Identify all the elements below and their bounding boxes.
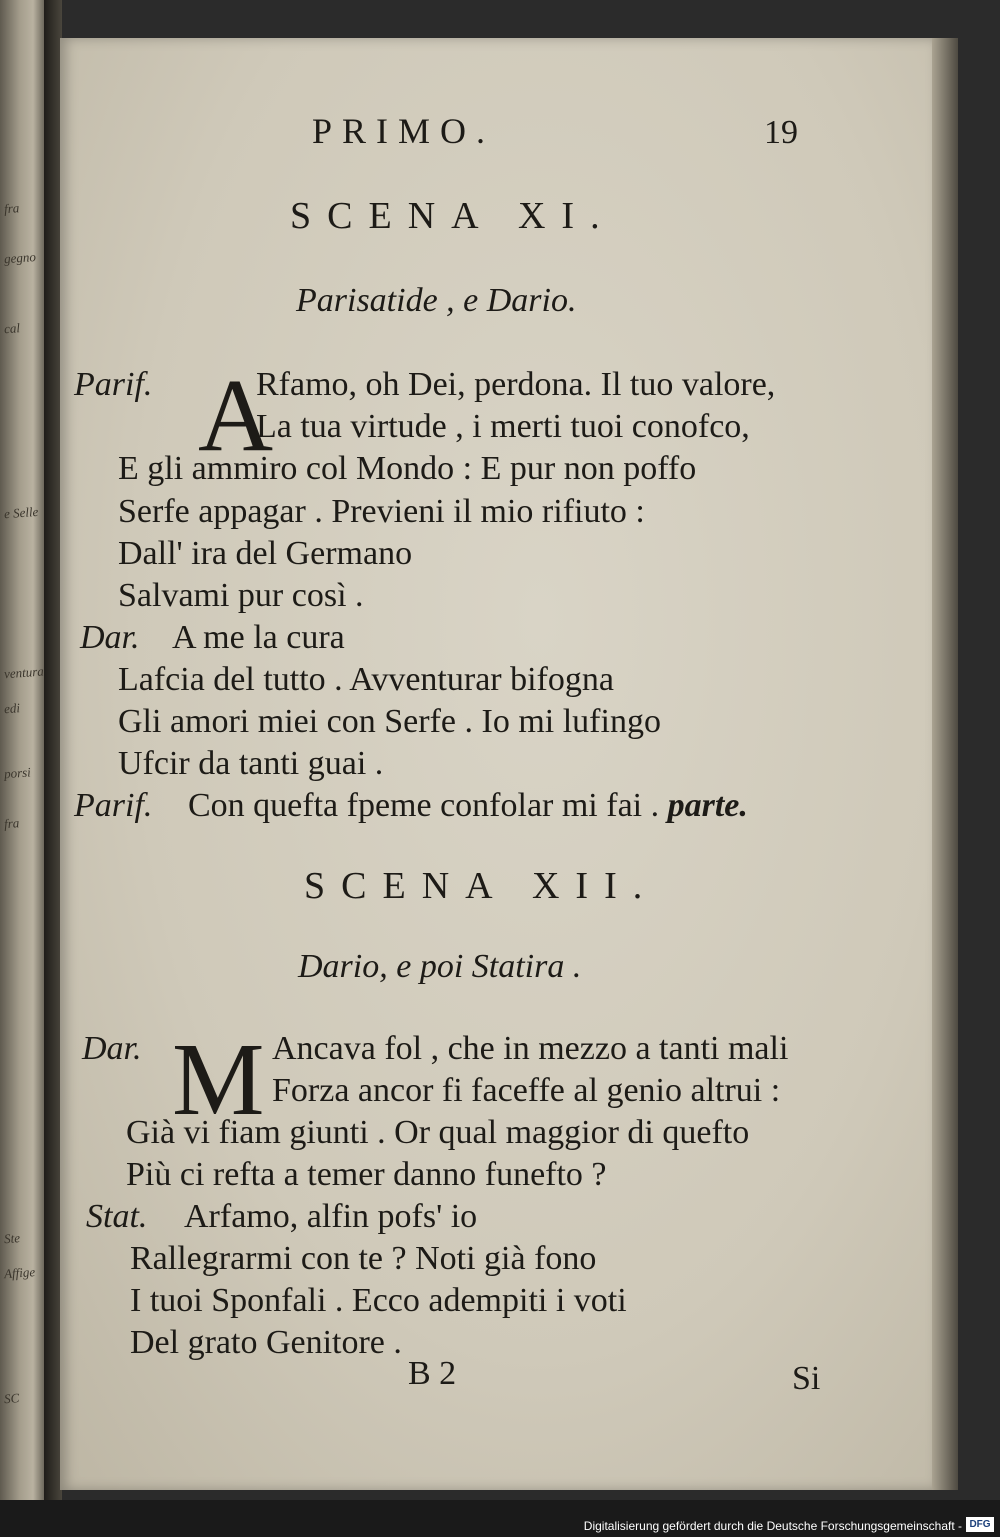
catchword: Si xyxy=(792,1360,821,1397)
margin-fragment: porsi xyxy=(3,764,32,782)
scene-title: SCENA XII. xyxy=(304,865,659,907)
verse-line: Più ci refta a temer danno funefto ? xyxy=(126,1156,607,1193)
verse-line: La tua virtude , i merti tuoi conofco, xyxy=(256,408,750,445)
verse-line: Ufcir da tanti guai . xyxy=(118,745,384,782)
book-page xyxy=(60,38,932,1490)
verse-line: Rallegrarmi con te ? Noti già fono xyxy=(130,1240,597,1277)
verse-line: Rfamo, oh Dei, perdona. Il tuo valore, xyxy=(256,366,776,403)
scene-title: SCENA XI. xyxy=(290,195,616,237)
margin-fragment: SC xyxy=(3,1390,20,1407)
verse-line: I tuoi Sponfali . Ecco adempiti i voti xyxy=(130,1282,627,1319)
running-title: PRIMO. xyxy=(312,111,496,151)
verse-line: Ancava fol , che in mezzo a tanti mali xyxy=(272,1030,789,1067)
verse-line: Gli amori miei con Serfe . Io mi lufingo xyxy=(118,703,661,740)
verse-line: Serfe appagar . Previeni il mio rifiuto : xyxy=(118,493,645,530)
stage-direction: parte. xyxy=(667,787,748,824)
signature-mark: B 2 xyxy=(408,1355,457,1392)
verse-line: Salvami pur così . xyxy=(118,577,364,614)
margin-fragment: Affige xyxy=(3,1264,36,1282)
speaker-label: Parif. xyxy=(74,366,153,403)
page-fore-edge xyxy=(932,38,958,1490)
margin-fragment: edi xyxy=(3,700,21,717)
margin-fragment: e Selle xyxy=(3,503,39,522)
margin-fragment: ventura xyxy=(3,663,45,682)
speaker-label: Parif. xyxy=(74,787,153,824)
drop-cap: M xyxy=(172,1022,265,1137)
dfg-logo: DFG xyxy=(966,1517,994,1532)
page-number: 19 xyxy=(764,114,798,151)
verse-line: Già vi fiam giunti . Or qual maggior di quefto xyxy=(126,1114,750,1151)
margin-fragment: fra xyxy=(3,200,20,217)
verse-line xyxy=(188,787,748,825)
verse-line: Arfamo, alfin pofs' io xyxy=(184,1198,478,1235)
verse-line: Dall' ira del Germano xyxy=(118,535,413,572)
verse-text: Con quefta fpeme confolar mi fai . xyxy=(188,787,660,824)
scene-cast: Parisatide , e Dario. xyxy=(296,282,577,319)
scene-cast: Dario, e poi Statira . xyxy=(298,948,582,985)
adjacent-page-edge xyxy=(0,0,44,1500)
margin-fragment: fra xyxy=(3,815,20,832)
verse-line: A me la cura xyxy=(172,619,345,656)
margin-fragment: Ste xyxy=(3,1230,21,1247)
verse-line: E gli ammiro col Mondo : E pur non poffo xyxy=(118,450,697,487)
margin-fragment: gegno xyxy=(3,249,37,267)
verse-line: Del grato Genitore . xyxy=(130,1324,402,1361)
margin-fragment: cal xyxy=(3,320,21,337)
drop-cap: A xyxy=(198,358,274,473)
speaker-label: Dar. xyxy=(80,619,140,656)
verse-line: Forza ancor fi faceffe al genio altrui : xyxy=(272,1072,781,1109)
digitization-credit: Digitalisierung gefördert durch die Deutsche Forschungsgemeinschaft - xyxy=(583,1519,962,1533)
speaker-label: Dar. xyxy=(82,1030,142,1067)
speaker-label: Stat. xyxy=(86,1198,148,1235)
verse-line: Lafcia del tutto . Avventurar bifogna xyxy=(118,661,614,698)
